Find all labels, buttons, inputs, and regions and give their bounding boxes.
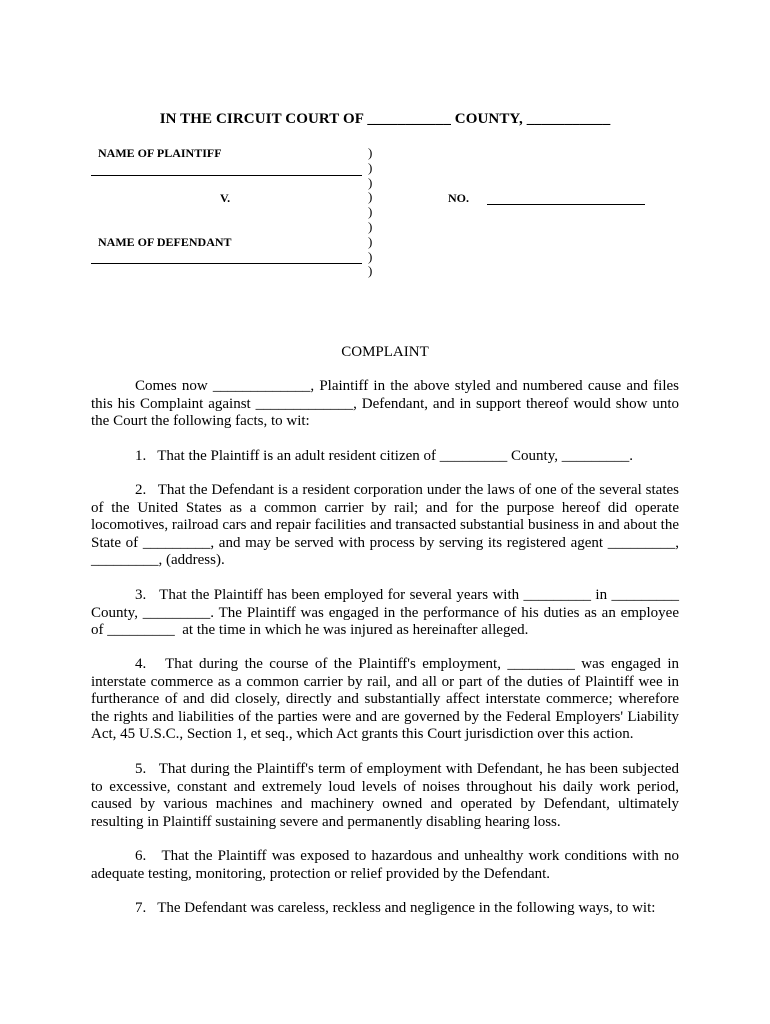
caption-paren: ) [368,218,373,234]
plaintiff-name-line [91,175,362,176]
paragraph-text: 5. That during the Plaintiff's term of employment with Defendant, he has been subjected to excessive, constant and extremely loud levels of noises throughout his daily work period, caused by various machines and machinery owned and operated by Defendant, ultimately resulting in Plaintiff sustaining severe and permanently disabling hearing loss. [91,761,679,830]
intro-text: Comes now _____________, Plaintiff in the above styled and numbered cause and files this his Complaint against _____________, Defendant, and in support thereof would show unto the Court the following facts, to wit: [91,378,679,429]
caption-paren: ) [368,204,373,220]
paragraph-text: 6. That the Plaintiff was exposed to hazardous and unhealthy work conditions with no adequate testing, monitoring, protection or relief provided by the Defendant. [91,848,679,882]
caption-paren: ) [368,159,373,175]
complaint-heading: COMPLAINT [341,344,429,360]
paragraph-5 [91,761,679,831]
paragraph-text: 7. The Defendant was careless, reckless and negligence in the following ways, to wit: [135,900,656,916]
plaintiff-label: NAME OF PLAINTIFF [98,146,222,160]
caption-paren: ) [368,233,373,249]
paragraph-text: 3. That the Plaintiff has been employed for several years with _________ in _________ County, _________. The Plaintiff was engaged in the performance of his duties as an employee of _________ at the time in which he was injured as hereinafter alleged. [91,587,679,638]
defendant-name-line [91,263,362,264]
case-number-label: NO. [448,191,469,205]
paragraph-4 [91,656,679,744]
paragraph-1 [91,448,679,466]
defendant-label: NAME OF DEFENDANT [98,235,232,249]
caption-paren: ) [368,248,373,264]
caption-paren: ) [368,145,373,160]
caption-paren: ) [368,189,373,205]
paragraph-3 [91,587,679,640]
paragraph-text: 4. That during the course of the Plaintiff's employment, _________ was engaged in interstate commerce as a common carrier by rail, and all or part of the duties of Plaintiff wee in furtherance of and did closely, directly and substantially affect interstate commerce; wherefore the rights and liabilities of the parties were and are governed by the Federal Employers' Liability Act, 45 U.S.C., Section 1, et seq., which Act grants this Court jurisdiction over this action. [91,656,679,742]
intro-paragraph [91,378,679,431]
court-title: IN THE CIRCUIT COURT OF ___________ COUNTY, ___________ [159,111,611,127]
versus-label: V. [220,191,231,205]
paragraph-2 [91,482,679,570]
caption-paren: ) [368,174,373,190]
case-number-line [487,204,645,205]
paragraph-7 [91,900,679,918]
caption-paren: ) [368,263,373,279]
paragraph-6 [91,848,679,883]
caption-parentheses [368,146,372,279]
paragraph-text: 2. That the Defendant is a resident corporation under the laws of one of the several states of the United States as a common carrier by rail; and for the purpose hereof did operate locomotives, railroad cars and repair facilities and transacted substantial business in and about the State of _________, and may be served with process by serving its registered agent _________, _________, (address). [91,482,679,568]
paragraph-text: 1. That the Plaintiff is an adult resident citizen of _________ County, _________. [135,448,633,464]
